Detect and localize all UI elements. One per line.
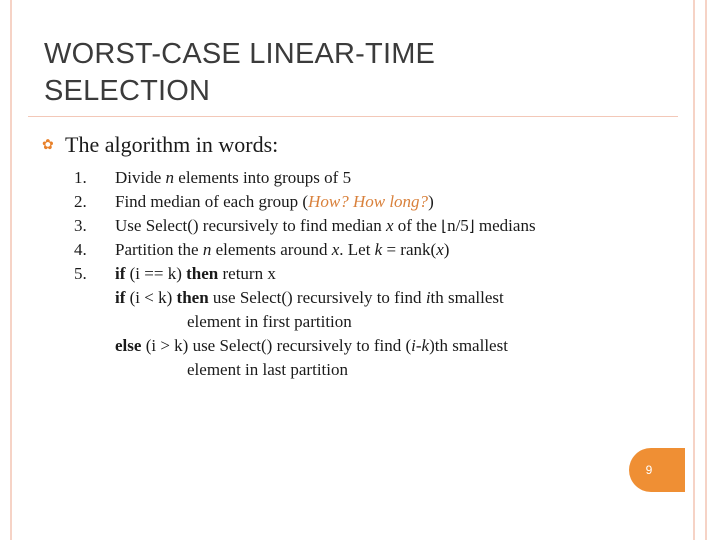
step-3	[74, 214, 674, 238]
decorative-right-line-outer	[705, 0, 707, 540]
question-highlight: How? How long?	[308, 192, 429, 211]
step-5-line-2	[74, 286, 674, 310]
step-text: Divide n elements into groups of 5	[115, 168, 352, 187]
step-text: Partition the n elements around x. Let k = rank(x)	[115, 240, 450, 259]
step-5	[74, 262, 674, 286]
step-text: element in last partition	[187, 360, 348, 379]
decorative-left-line	[10, 0, 12, 540]
step-text: if (i < k) then use Select() recursively to find ith smallest	[115, 288, 504, 307]
step-number: 1.	[74, 168, 87, 187]
step-number: 3.	[74, 216, 87, 235]
step-5-line-3	[74, 310, 674, 334]
slide-title-line-1: WORST-CASE LINEAR-TIME	[44, 38, 436, 70]
page-number-badge	[629, 448, 685, 492]
slide-title-line-2: SELECTION	[44, 75, 211, 107]
step-number: 4.	[74, 240, 87, 259]
step-5-line-4	[74, 334, 674, 358]
step-5-line-5	[74, 358, 674, 382]
page-number: 9	[645, 463, 653, 477]
step-text: Use Select() recursively to find median x of the ⌊n/5⌋ medians	[115, 216, 536, 235]
step-number: 5.	[74, 264, 87, 283]
step-text: element in first partition	[187, 312, 352, 331]
decorative-right-line	[693, 0, 695, 540]
settings-bullet-icon: ✿	[42, 137, 54, 153]
slide-title	[44, 36, 644, 110]
step-1	[74, 166, 674, 190]
title-divider	[28, 116, 678, 117]
step-4	[74, 238, 674, 262]
bullet-intro: The algorithm in words:	[65, 132, 279, 157]
step-text: Find median of each group (How? How long?)	[115, 192, 434, 211]
algorithm-steps	[74, 166, 674, 382]
step-text: else (i > k) use Select() recursively to find (i-k)th smallest	[115, 336, 508, 355]
step-number: 2.	[74, 192, 87, 211]
step-text: if (i == k) then return x	[115, 264, 276, 283]
step-2	[74, 190, 674, 214]
